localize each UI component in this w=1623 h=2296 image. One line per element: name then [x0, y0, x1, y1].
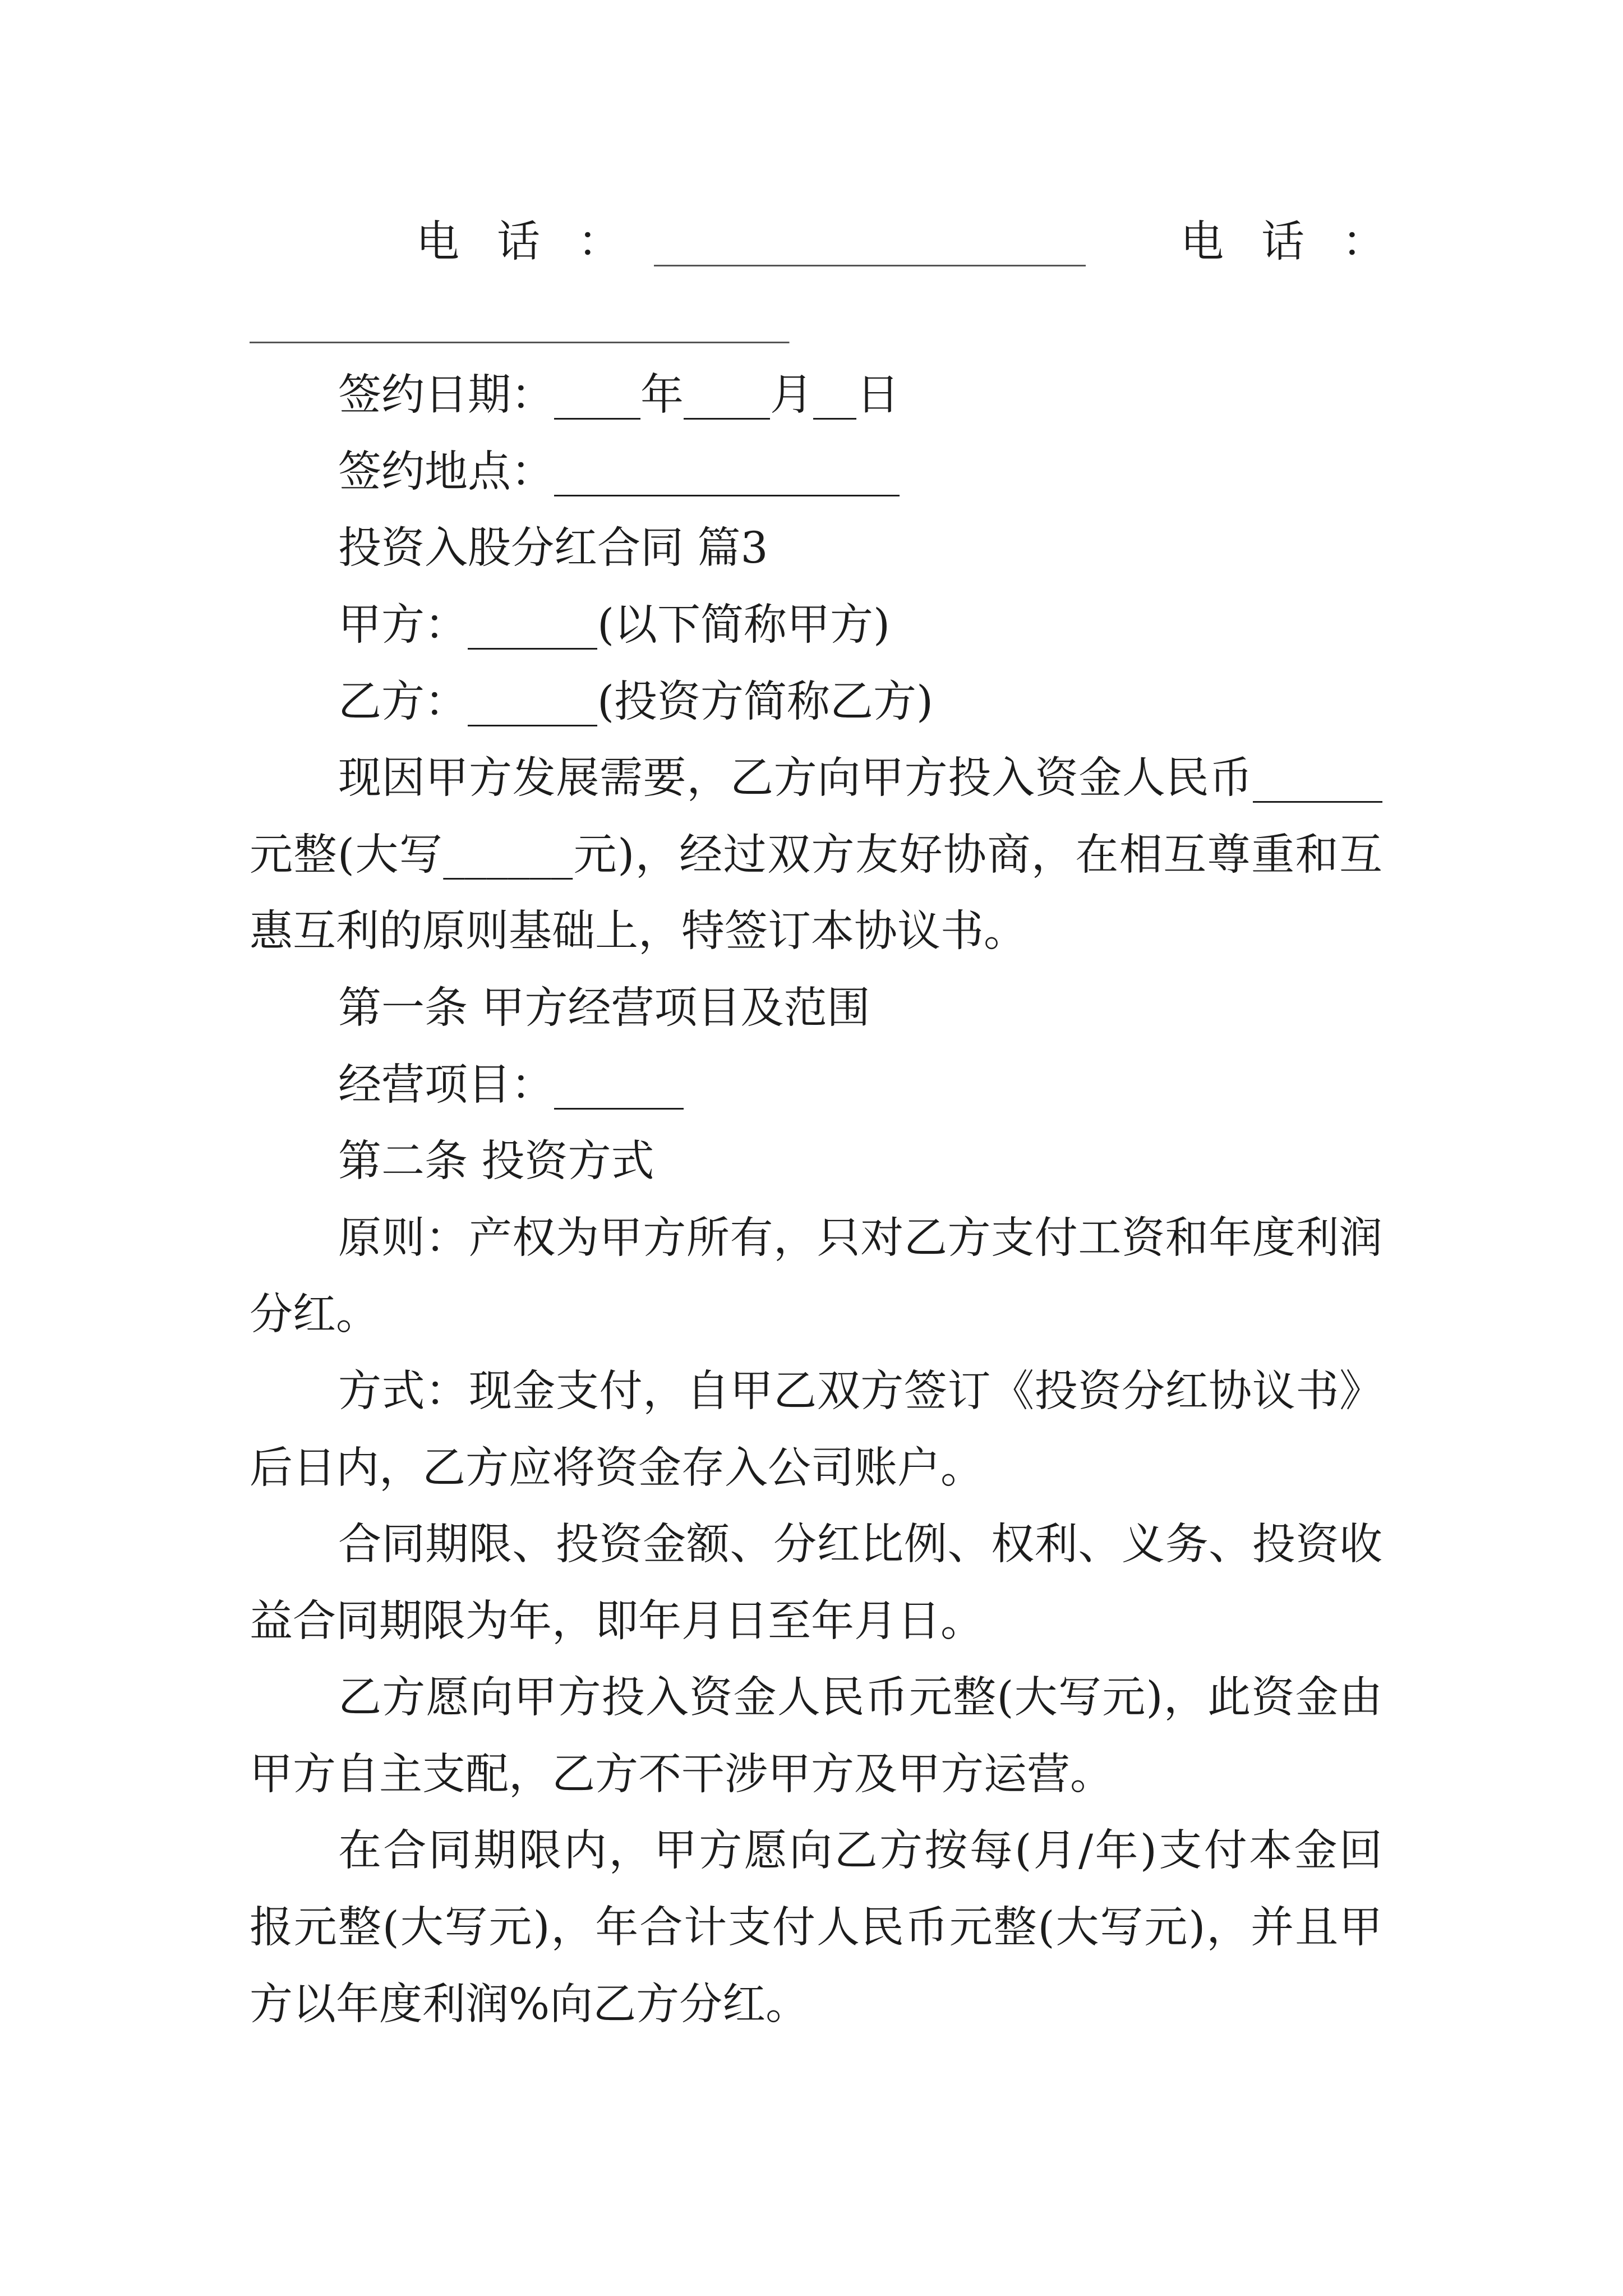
contract-title: 投资入股分红合同 篇3 — [338, 523, 768, 574]
article-1-heading: 第一条 甲方经营项目及范围 — [338, 983, 870, 1033]
preamble-line: 惠互利的原则基础上，特签订本协议书。 — [250, 907, 1027, 957]
preamble-line: 现因甲方发展需要，乙方向甲方投入资金人民币______ — [338, 753, 1382, 804]
party-a: 甲方：______(以下简称甲方) — [338, 600, 891, 650]
document-body — [250, 204, 1423, 2043]
return-line: 报元整(大写元)，年合计支付人民币元整(大写元)，并且甲 — [250, 1903, 1382, 1953]
phone-row — [250, 204, 1423, 281]
party-a-phone-label: 电话： — [416, 217, 658, 267]
method-line: 后日内，乙方应将资金存入公司账户。 — [250, 1443, 984, 1493]
party-b: 乙方：______(投资方简称乙方) — [338, 677, 934, 727]
term-line: 益合同期限为年，即年月日至年月日。 — [250, 1596, 984, 1646]
preamble-line: 元整(大写______元)，经过双方友好协商，在相互尊重和互 — [250, 830, 1382, 880]
method-line: 方式：现金支付，自甲乙双方签订《投资分红协议书》 — [338, 1366, 1382, 1416]
sign-date: 签约日期：____年____月__日 — [338, 370, 900, 421]
term-line: 合同期限、投资金额、分红比例、权利、义务、投资收 — [338, 1520, 1382, 1570]
investment-line: 甲方自主支配，乙方不干涉甲方及甲方运营。 — [250, 1749, 1113, 1800]
principle-line: 分红。 — [250, 1290, 379, 1340]
party-b-phone-blank: _________________________ — [250, 293, 790, 344]
party-b-phone-label: 电话： — [1181, 217, 1423, 267]
business-scope: 经营项目：______ — [338, 1060, 684, 1110]
return-line: 在合同期限内，甲方愿向乙方按每(月/年)支付本金回 — [338, 1826, 1382, 1876]
investment-line: 乙方愿向甲方投入资金人民币元整(大写元)，此资金由 — [338, 1673, 1382, 1723]
return-line: 方以年度利润%向乙方分红。 — [250, 1979, 809, 2030]
principle-line: 原则：产权为甲方所有，只对乙方支付工资和年度利润 — [338, 1213, 1382, 1263]
article-2-heading: 第二条 投资方式 — [338, 1137, 654, 1187]
sign-place: 签约地点：________________ — [338, 447, 900, 497]
party-a-phone-blank: ____________________ — [654, 217, 1086, 267]
